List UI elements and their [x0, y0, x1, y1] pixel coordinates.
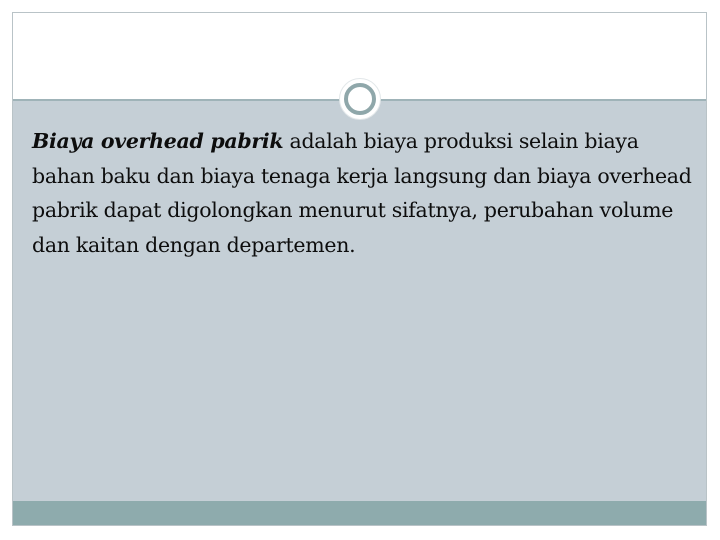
circle-ring-icon [344, 83, 376, 115]
footer-bar [13, 501, 706, 525]
paragraph-text: adalah biaya produksi selain biaya bahan baku dan biaya tenaga kerja langsung dan biaya overhead pabrik dapat digolongkan menurut sifatnya, perubahan volume dan kaitan dengan departemen. [32, 129, 692, 257]
body-paragraph [32, 124, 692, 262]
paragraph-term: Biaya overhead pabrik [32, 129, 284, 153]
